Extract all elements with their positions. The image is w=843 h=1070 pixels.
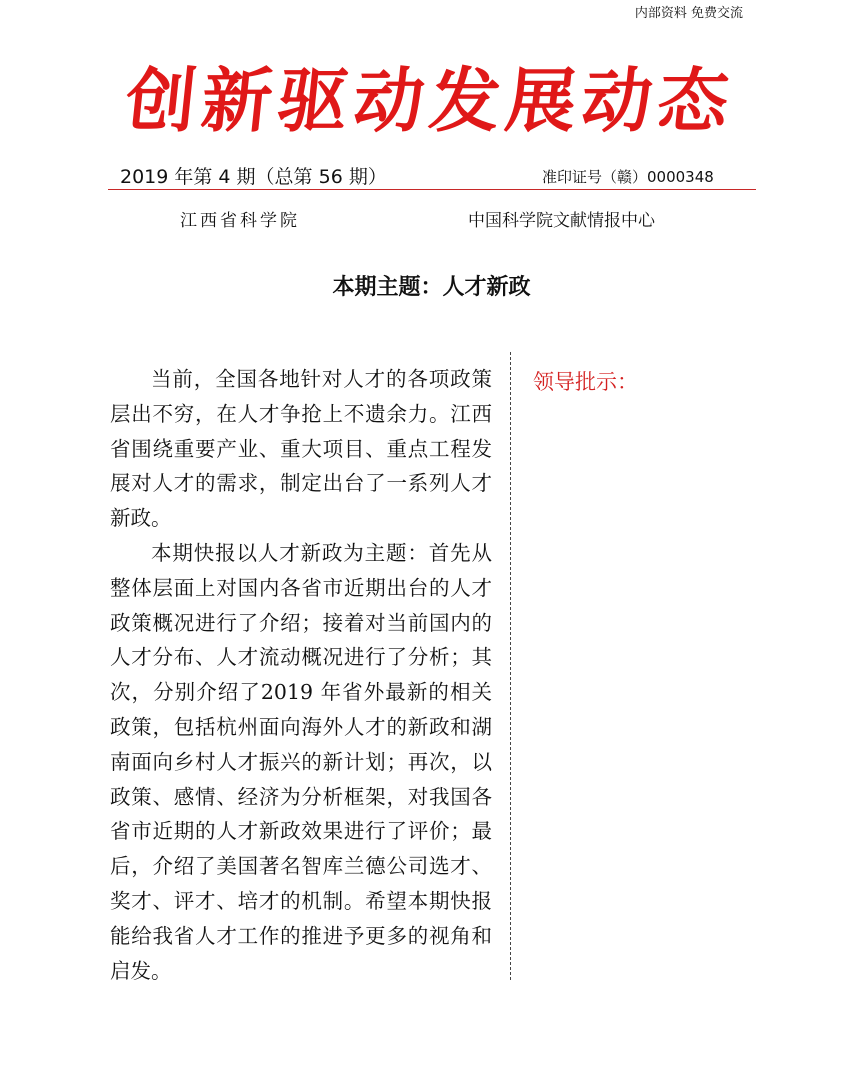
column-divider-dashed (510, 352, 511, 980)
leader-instructions-label: 领导批示： (533, 370, 638, 394)
print-certificate-number: 准印证号（赣）0000348 (542, 168, 714, 186)
summary-paragraph: 当前，全国各地针对人才的各项政策层出不穷，在人才争抢上不遗余力。江西省围绕重要产业、重大项目、重点工程发展对人才的需求，制定出台了一系列人才新政。 (110, 367, 492, 531)
masthead-title: 创新驱动发展动态 (121, 59, 739, 142)
issue-summary (110, 362, 492, 988)
summary-paragraph: 本期快报以人才新政为主题：首先从整体层面上对国内各省市近期出台的人才政策概况进行了介绍；接着对当前国内的人才分布、人才流动概况进行了分析；其次，分别介绍了2019 年省外最新的相关政策，包括杭州面向海外人才的新政和湖南面向乡村人才振兴的新计划；再次，以政策、感情、经济为分析框架，对我国各省市近期的人才新政效果进行了评价；最后，介绍了美国著名智库兰德公司选才、奖才、评才、培才的机制。希望本期快报能给我省人才工作的推进予更多的视角和启发。 (110, 540, 492, 983)
issue-theme-title: 本期主题：人才新政 (332, 275, 531, 300)
publisher-organization-left: 江西省科学院 (180, 211, 300, 231)
issue-number: 2019 年第 4 期（总第 56 期） (120, 166, 387, 188)
publisher-organization-right: 中国科学院文献情报中心 (468, 211, 655, 231)
header-divider-line (108, 189, 756, 190)
internal-material-note: 内部资料 免费交流 (634, 6, 743, 21)
